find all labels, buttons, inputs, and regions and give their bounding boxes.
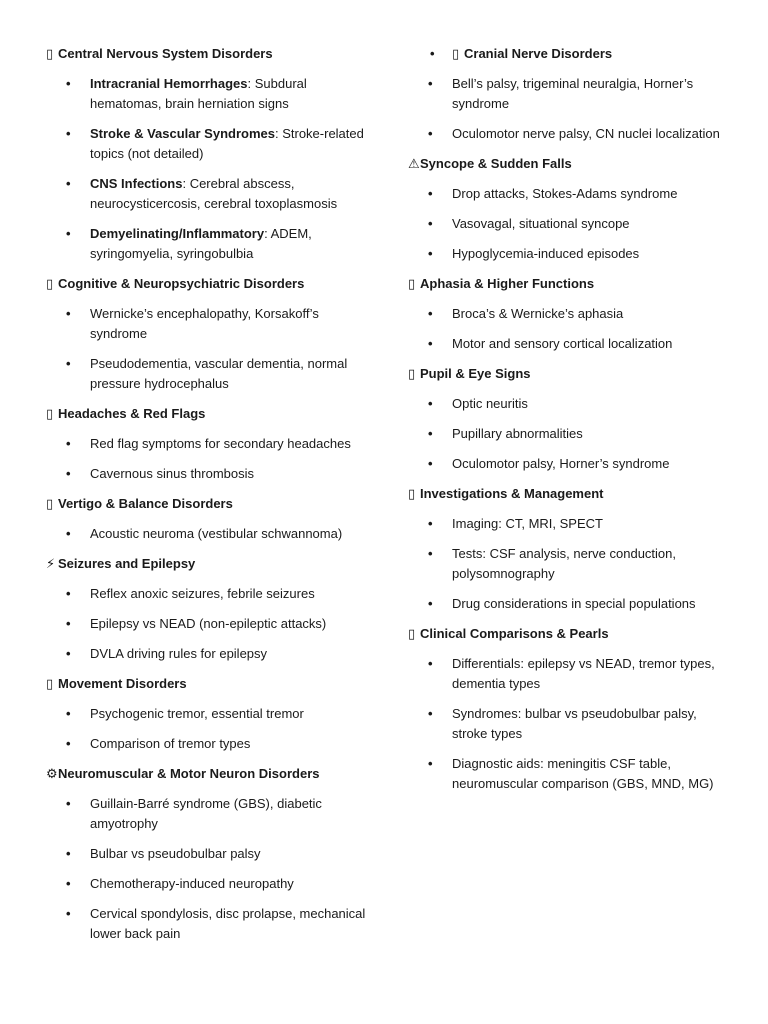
- section-title: Syncope & Sudden Falls: [420, 156, 572, 171]
- heading-glyph-icon: ▯: [408, 276, 416, 291]
- heading-glyph-icon: ⚠: [408, 156, 420, 171]
- bullet-list: [46, 704, 366, 754]
- list-item: [46, 354, 366, 394]
- bullet-icon: •: [66, 736, 71, 751]
- bullet-icon: •: [428, 456, 433, 471]
- section-syncope-sudden-falls: [408, 154, 728, 264]
- item-text: : Cerebral abscess, neurocysticercosis, cerebral toxoplasmosis: [90, 176, 338, 211]
- list-item: [46, 614, 366, 634]
- bullet-icon: •: [66, 436, 71, 451]
- section-seizures-and-epilepsy: [46, 554, 366, 664]
- item-text: Acoustic neuroma (vestibular schwannoma): [90, 526, 343, 541]
- section-heading: [408, 154, 728, 174]
- item-text: Psychogenic tremor, essential tremor: [90, 706, 304, 721]
- list-item: [46, 304, 366, 344]
- bullet-list: [408, 394, 728, 474]
- bullet-icon: •: [66, 876, 71, 891]
- item-text: Syndromes: bulbar vs pseudobulbar palsy, stroke types: [452, 706, 697, 741]
- item-text: Hypoglycemia-induced episodes: [452, 246, 640, 261]
- heading-glyph-icon: ▯: [452, 46, 460, 61]
- bullet-icon: •: [66, 176, 71, 191]
- heading-glyph-icon: ▯: [46, 496, 54, 511]
- section-heading: [408, 44, 728, 64]
- bullet-icon: •: [428, 126, 433, 141]
- bullet-icon: •: [428, 306, 433, 321]
- bullet-icon: •: [66, 846, 71, 861]
- list-item: [408, 514, 728, 534]
- item-text: Broca’s & Wernicke’s aphasia: [452, 306, 624, 321]
- list-item: [408, 304, 728, 324]
- item-text: Diagnostic aids: meningitis CSF table, neuromuscular comparison (GBS, MND, MG): [452, 756, 714, 791]
- item-text: : ADEM, syringomyelia, syringobulbia: [90, 226, 312, 261]
- item-text: Motor and sensory cortical localization: [452, 336, 673, 351]
- item-text: Pupillary abnormalities: [452, 426, 583, 441]
- list-item: [46, 224, 366, 264]
- bullet-list: [408, 304, 728, 354]
- heading-glyph-icon: ⚡: [46, 556, 56, 571]
- item-term: Intracranial Hemorrhages: [90, 76, 248, 91]
- section-title: Clinical Comparisons & Pearls: [420, 626, 609, 641]
- bullet-list: [408, 184, 728, 264]
- bullet-icon: •: [428, 546, 433, 561]
- item-text: Oculomotor nerve palsy, CN nuclei localization: [452, 126, 720, 141]
- section-heading: [46, 494, 366, 514]
- section-title: Pupil & Eye Signs: [420, 366, 531, 381]
- item-text: Bulbar vs pseudobulbar palsy: [90, 846, 261, 861]
- item-text: Oculomotor palsy, Horner’s syndrome: [452, 456, 670, 471]
- list-item: [46, 794, 366, 834]
- bullet-icon: •: [428, 216, 433, 231]
- section-heading: [408, 484, 728, 504]
- list-item: [408, 334, 728, 354]
- list-item: [46, 174, 366, 214]
- bullet-icon: •: [66, 586, 71, 601]
- section-neuromuscular-motor-neuron-disorders: [46, 764, 366, 944]
- heading-glyph-icon: ▯: [46, 676, 54, 691]
- bullet-icon: •: [66, 616, 71, 631]
- bullet-list: [46, 584, 366, 664]
- list-item: [46, 524, 366, 544]
- section-title: Movement Disorders: [58, 676, 187, 691]
- section-title: Cognitive & Neuropsychiatric Disorders: [58, 276, 305, 291]
- section-title: Central Nervous System Disorders: [58, 46, 273, 61]
- item-text: Red flag symptoms for secondary headaches: [90, 436, 351, 451]
- section-heading: [46, 44, 366, 64]
- item-text: Guillain-Barré syndrome (GBS), diabetic amyotrophy: [90, 796, 322, 831]
- list-item: [46, 704, 366, 724]
- bullet-list: [46, 524, 366, 544]
- list-item: [408, 184, 728, 204]
- item-text: : Stroke-related topics (not detailed): [90, 126, 364, 161]
- item-text: : Subdural hematomas, brain herniation signs: [90, 76, 307, 111]
- section-aphasia-higher-functions: [408, 274, 728, 354]
- bullet-icon: •: [428, 336, 433, 351]
- bullet-icon: •: [428, 656, 433, 671]
- section-title: Investigations & Management: [420, 486, 604, 501]
- section-title: Aphasia & Higher Functions: [420, 276, 595, 291]
- list-item: [46, 464, 366, 484]
- section-movement-disorders: [46, 674, 366, 754]
- bullet-icon: •: [66, 796, 71, 811]
- heading-glyph-icon: ▯: [408, 626, 416, 641]
- right-column: [408, 44, 728, 804]
- list-item: [46, 434, 366, 454]
- bullet-icon: •: [66, 126, 71, 141]
- bullet-icon: •: [428, 186, 433, 201]
- item-text: Cervical spondylosis, disc prolapse, mechanical lower back pain: [90, 906, 366, 941]
- section-title: Headaches & Red Flags: [58, 406, 206, 421]
- section-headaches-red-flags: [46, 404, 366, 484]
- bullet-icon: •: [428, 246, 433, 261]
- bullet-icon: •: [66, 906, 71, 921]
- bullet-list: [46, 434, 366, 484]
- list-item: [408, 394, 728, 414]
- heading-glyph-icon: ▯: [46, 276, 54, 291]
- bullet-icon: •: [428, 596, 433, 611]
- bullet-list: [46, 794, 366, 944]
- heading-glyph-icon: ⚙: [46, 766, 58, 781]
- section-heading: [46, 674, 366, 694]
- bullet-icon: •: [430, 46, 435, 61]
- section-title: Cranial Nerve Disorders: [464, 46, 613, 61]
- item-text: Tests: CSF analysis, nerve conduction, polysomnography: [452, 546, 676, 581]
- bullet-icon: •: [428, 516, 433, 531]
- list-item: [408, 704, 728, 744]
- section-heading: [46, 764, 366, 784]
- section-heading: [408, 274, 728, 294]
- item-text: Wernicke’s encephalopathy, Korsakoff’s syndrome: [90, 306, 319, 341]
- item-text: Drop attacks, Stokes-Adams syndrome: [452, 186, 678, 201]
- item-text: Imaging: CT, MRI, SPECT: [452, 516, 603, 531]
- section-pupil-eye-signs: [408, 364, 728, 474]
- item-text: Vasovagal, situational syncope: [452, 216, 630, 231]
- section-vertigo-balance-disorders: [46, 494, 366, 544]
- bullet-icon: •: [66, 646, 71, 661]
- item-text: Bell’s palsy, trigeminal neuralgia, Horner’s syndrome: [452, 76, 694, 111]
- section-cognitive-neuropsychiatric-disorders: [46, 274, 366, 394]
- heading-glyph-icon: ▯: [408, 366, 416, 381]
- item-text: Reflex anoxic seizures, febrile seizures: [90, 586, 315, 601]
- section-investigations-management: [408, 484, 728, 614]
- section-title: Seizures and Epilepsy: [58, 556, 196, 571]
- bullet-icon: •: [66, 306, 71, 321]
- item-term: Demyelinating/Inflammatory: [90, 226, 265, 241]
- list-item: [408, 74, 728, 114]
- item-term: Stroke & Vascular Syndromes: [90, 126, 275, 141]
- list-item: [46, 844, 366, 864]
- section-heading: [46, 554, 366, 574]
- item-text: Differentials: epilepsy vs NEAD, tremor types, dementia types: [452, 656, 715, 691]
- left-column: [46, 44, 366, 954]
- section-heading: [46, 404, 366, 424]
- item-text: Epilepsy vs NEAD (non-epileptic attacks): [90, 616, 327, 631]
- list-item: [408, 244, 728, 264]
- bullet-icon: •: [66, 526, 71, 541]
- list-item: [408, 424, 728, 444]
- item-text: Comparison of tremor types: [90, 736, 251, 751]
- item-text: Pseudodementia, vascular dementia, normal pressure hydrocephalus: [90, 356, 348, 391]
- list-item: [408, 594, 728, 614]
- bullet-list: [408, 74, 728, 144]
- heading-glyph-icon: ▯: [46, 46, 54, 61]
- item-text: Drug considerations in special populations: [452, 596, 696, 611]
- bullet-list: [46, 74, 366, 264]
- list-item: [408, 754, 728, 794]
- item-text: DVLA driving rules for epilepsy: [90, 646, 268, 661]
- bullet-icon: •: [428, 426, 433, 441]
- bullet-icon: •: [428, 396, 433, 411]
- heading-glyph-icon: ▯: [46, 406, 54, 421]
- section-central-nervous-system-disorders: [46, 44, 366, 264]
- list-item: [46, 74, 366, 114]
- list-item: [408, 214, 728, 234]
- section-title: Vertigo & Balance Disorders: [58, 496, 233, 511]
- bullet-icon: •: [66, 706, 71, 721]
- list-item: [408, 454, 728, 474]
- list-item: [46, 874, 366, 894]
- bullet-icon: •: [428, 706, 433, 721]
- bullet-icon: •: [66, 466, 71, 481]
- item-term: CNS Infections: [90, 176, 183, 191]
- list-item: [408, 654, 728, 694]
- heading-glyph-icon: ▯: [408, 486, 416, 501]
- section-heading: [46, 274, 366, 294]
- list-item: [46, 584, 366, 604]
- section-title: Neuromuscular & Motor Neuron Disorders: [58, 766, 320, 781]
- bullet-icon: •: [66, 356, 71, 371]
- bullet-icon: •: [66, 76, 71, 91]
- item-text: Chemotherapy-induced neuropathy: [90, 876, 294, 891]
- list-item: [46, 904, 366, 944]
- bullet-list: [408, 654, 728, 794]
- bullet-icon: •: [66, 226, 71, 241]
- list-item: [46, 644, 366, 664]
- section-heading: [408, 624, 728, 644]
- list-item: [46, 734, 366, 754]
- item-text: Cavernous sinus thrombosis: [90, 466, 255, 481]
- bullet-icon: •: [428, 756, 433, 771]
- section-heading: [408, 364, 728, 384]
- section-cranial-nerve-disorders: [408, 44, 728, 144]
- bullet-icon: •: [428, 76, 433, 91]
- bullet-list: [46, 304, 366, 394]
- section-clinical-comparisons-pearls: [408, 624, 728, 794]
- list-item: [46, 124, 366, 164]
- list-item: [408, 544, 728, 584]
- list-item: [408, 124, 728, 144]
- bullet-list: [408, 514, 728, 614]
- item-text: Optic neuritis: [452, 396, 528, 411]
